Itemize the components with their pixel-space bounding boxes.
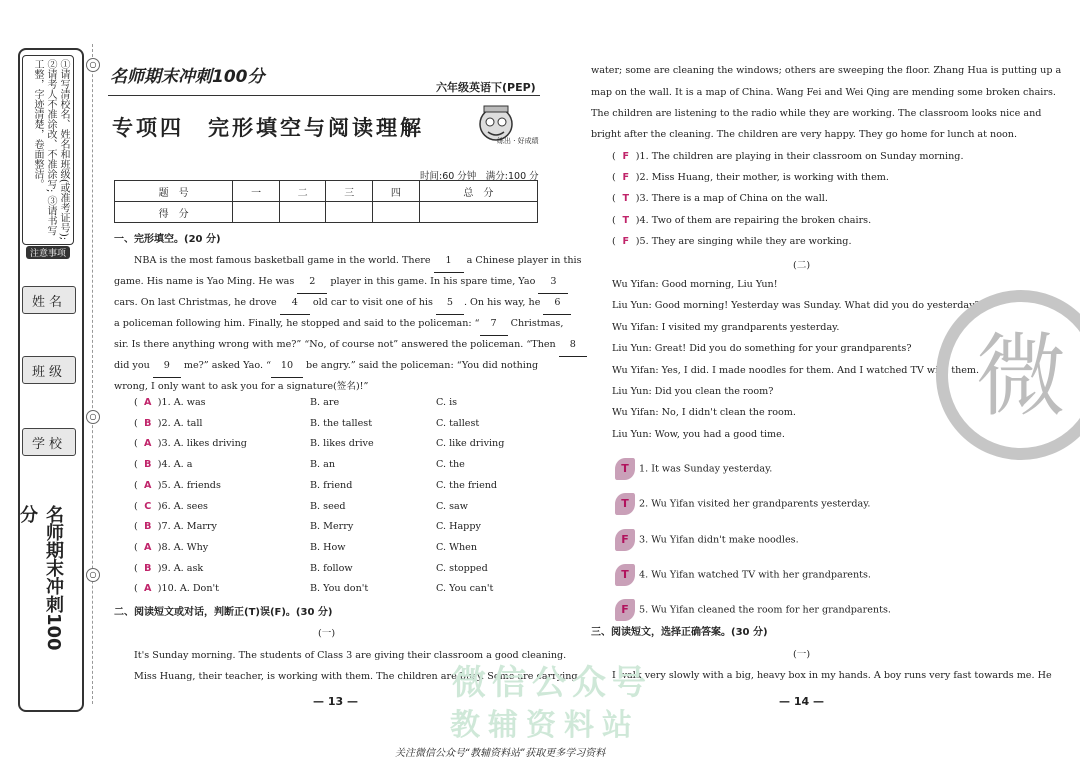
- answer-mark: A: [144, 541, 152, 553]
- option-a[interactable]: A. Don't: [179, 583, 219, 595]
- option-b[interactable]: B. Merry: [310, 521, 354, 533]
- score-table-header: 三: [326, 181, 373, 202]
- brand-logo: 名师期末冲刺100分: [110, 67, 265, 87]
- leaf-answer-icon: T: [615, 493, 635, 515]
- leaf-answer-icon: T: [615, 458, 635, 480]
- cut-line: [92, 44, 93, 704]
- statement-text: 4. Wu Yifan watched TV with her grandparents.: [639, 569, 871, 581]
- answer-mark: B: [144, 521, 152, 533]
- binding-brand: 名师期末冲刺100分: [17, 505, 64, 651]
- option-a[interactable]: A. friends: [173, 479, 221, 491]
- question-number: 7: [161, 521, 168, 533]
- robot-caption: 练出 · 好成绩: [497, 137, 539, 145]
- passage-line: I walk very slowly with a big, heavy box in my hands. A boy runs very fast towards me. He: [612, 670, 1052, 681]
- answer-mark: C: [144, 500, 152, 512]
- question-row: ( A )10. A. Don't B. You don't C. You can't: [134, 583, 494, 595]
- score-cell[interactable]: [373, 202, 420, 223]
- question-number: 3: [161, 438, 168, 450]
- statement-text: 2. Wu Yifan visited her grandparents yesterday.: [639, 498, 871, 510]
- question-number: 8: [161, 541, 168, 553]
- section-2-part-1-title: (一): [318, 628, 336, 639]
- score-cell[interactable]: [326, 202, 373, 223]
- cloze-line: wrong, I only want to ask you for a signature(签名)!”: [114, 381, 369, 392]
- section-1-title: 一、完形填空。(20 分): [114, 234, 221, 245]
- option-b[interactable]: B. seed: [310, 500, 346, 512]
- statement-row: [615, 529, 799, 551]
- judgement-row: ( F )1. The children are playing in their classroom on Sunday morning.: [612, 151, 964, 162]
- question-row: ( A )1. A. was B. are C. is: [134, 397, 458, 408]
- option-a[interactable]: A. a: [173, 459, 193, 471]
- option-c[interactable]: C. the: [436, 459, 465, 471]
- dialogue-line: Wu Yifan: Yes, I did. I made noodles for them. And I watched TV with them.: [612, 364, 980, 376]
- question-number: 2: [161, 417, 168, 429]
- answer-mark: A: [144, 479, 152, 491]
- cloze-line: sir. Is there anything wrong with me?” “No, of course not” answered the policeman. “Then 8: [114, 335, 587, 357]
- judgement-row: ( T )4. Two of them are repairing the broken chairs.: [612, 214, 872, 226]
- passage-line: Miss Huang, their teacher, is working with them. The children are busy. Some are carrying: [134, 671, 578, 682]
- answer-mark: A: [144, 397, 152, 408]
- answer-mark: F: [622, 151, 630, 162]
- statement-row: [615, 599, 891, 621]
- option-c[interactable]: C. When: [436, 541, 477, 553]
- question-row: ( A )3. A. likes driving B. likes drive C. like driving: [134, 438, 505, 450]
- question-number: 9: [161, 562, 168, 574]
- option-a[interactable]: A. Why: [173, 541, 209, 553]
- binding-notice: ①请写清校名、姓名和班级(或准考证号); ②请考人不准涂改、不准涂写; ③请书写工整，字迹清楚，卷面整洁。: [22, 55, 74, 245]
- answer-mark: A: [144, 583, 152, 595]
- answer-mark: F: [622, 172, 630, 184]
- option-c[interactable]: C. tallest: [436, 417, 480, 429]
- passage-line: It's Sunday morning. The students of Class 3 are giving their classroom a good cleaning.: [134, 650, 567, 661]
- option-b[interactable]: B. an: [310, 459, 336, 471]
- option-b[interactable]: B. are: [310, 397, 340, 408]
- score-cell[interactable]: [419, 202, 537, 223]
- dialogue-line: Wu Yifan: I visited my grandparents yesterday.: [612, 321, 840, 333]
- school-field-label: 学校: [22, 428, 76, 456]
- judgement-row: ( F )5. They are singing while they are working.: [612, 235, 852, 247]
- question-row: ( B )9. A. ask B. follow C. stopped: [134, 562, 488, 574]
- notice-tag: 注意事项: [26, 246, 70, 259]
- answer-mark: B: [144, 562, 152, 574]
- option-c[interactable]: C. saw: [436, 500, 468, 512]
- option-c[interactable]: C. stopped: [436, 562, 488, 574]
- question-row: ( B )2. A. tall B. the tallest C. tallest: [134, 417, 480, 429]
- section-3-part-1-title: (一): [793, 649, 811, 660]
- page-number-left: — 13 —: [313, 695, 358, 708]
- cloze-line: cars. On last Christmas, he drove 4 old car to visit one of his 5 . On his way, he 6: [114, 293, 571, 315]
- score-table-header: 题 号: [115, 181, 233, 202]
- dialogue-line: Liu Yun: Did you clean the room?: [612, 386, 774, 397]
- question-row: ( A )5. A. friends B. friend C. the friend: [134, 479, 498, 491]
- question-row: ( B )7. A. Marry B. Merry C. Happy: [134, 521, 481, 533]
- option-a[interactable]: A. likes driving: [173, 438, 247, 450]
- leaf-answer-icon: F: [615, 599, 635, 621]
- cut-mark: ○: [86, 568, 100, 582]
- judgement-text: )2. Miss Huang, their mother, is working with them.: [635, 172, 889, 184]
- section-2-title: 二、阅读短文或对话，判断正(T)误(F)。(30 分): [114, 607, 333, 618]
- score-cell[interactable]: [279, 202, 326, 223]
- question-number: 5: [161, 479, 168, 491]
- option-c[interactable]: C. Happy: [436, 521, 481, 533]
- dialogue-line: Liu Yun: Great! Did you do something for your grandparents?: [612, 343, 912, 355]
- dialogue-line: Wu Yifan: Good morning, Liu Yun!: [612, 279, 778, 290]
- robot-mascot-icon: [470, 100, 532, 156]
- question-number: 6: [161, 500, 168, 512]
- answer-mark: T: [622, 193, 630, 205]
- leaf-answer-icon: F: [615, 529, 635, 551]
- table-row: [115, 202, 538, 223]
- option-c[interactable]: C. You can't: [436, 583, 494, 595]
- judgement-text: )3. There is a map of China on the wall.: [635, 193, 828, 205]
- cloze-line: game. His name is Yao Ming. He was 2 player in this game. In his spare time, Yao 3: [114, 272, 568, 294]
- cloze-line: did you 9 me?” asked Yao. “ 10 be angry.” said the policeman: “You did nothing: [114, 356, 538, 378]
- section-2-part-2-title: (二): [793, 260, 811, 271]
- judgement-text: )1. The children are playing in their classroom on Sunday morning.: [635, 151, 964, 162]
- score-table-header: 四: [373, 181, 420, 202]
- option-a[interactable]: A. tall: [173, 417, 203, 429]
- answer-mark: F: [622, 235, 630, 247]
- score-table-header: 二: [279, 181, 326, 202]
- cut-mark: ○: [86, 410, 100, 424]
- page-number-right: — 14 —: [779, 695, 824, 708]
- option-c[interactable]: C. is: [436, 397, 458, 408]
- judgement-text: )4. Two of them are repairing the broken chairs.: [635, 214, 872, 226]
- name-field-label: 姓名: [22, 286, 76, 314]
- answer-mark: B: [144, 459, 152, 471]
- watermark-text: 教辅资料站: [450, 708, 640, 743]
- passage-line: map on the wall. It is a map of China. Wang Fei and Wei Qing are mending some broken chairs.: [591, 87, 1056, 98]
- time-score-line: 时间:60 分钟 满分:100 分: [420, 171, 539, 182]
- score-table: [114, 180, 538, 223]
- passage-line: bright after the cleaning. The children are very happy. They go home for lunch at noon.: [591, 129, 1018, 140]
- answer-mark: A: [144, 438, 152, 450]
- score-table-header: 总 分: [419, 181, 537, 202]
- dialogue-line: Wu Yifan: No, I didn't clean the room.: [612, 407, 796, 419]
- option-b[interactable]: B. How: [310, 541, 346, 553]
- grade-label: 六年级英语下(PEP): [436, 81, 536, 94]
- question-number: 4: [161, 459, 168, 471]
- option-c[interactable]: C. like driving: [436, 438, 505, 450]
- question-number: 10: [161, 583, 174, 595]
- passage-line: The children are listening to the radio while they are working. The classroom looks nice and: [591, 108, 1042, 119]
- cloze-line: NBA is the most famous basketball game in the world. There 1 a Chinese player in this: [134, 251, 582, 273]
- score-row-label: 得 分: [115, 202, 233, 223]
- footer-note: 关注微信公众号“教辅资料站”获取更多学习资料: [395, 748, 606, 759]
- table-row: [115, 181, 538, 202]
- leaf-answer-icon: T: [615, 564, 635, 586]
- cut-mark: ○: [86, 58, 100, 72]
- score-table-header: 一: [233, 181, 280, 202]
- header-rule: [108, 95, 540, 96]
- option-a[interactable]: A. sees: [173, 500, 208, 512]
- statement-row: [615, 458, 772, 480]
- option-b[interactable]: B. follow: [310, 562, 353, 574]
- statement-text: 1. It was Sunday yesterday.: [639, 463, 773, 475]
- dialogue-line: Liu Yun: Good morning! Yesterday was Sunday. What did you do yesterday?: [612, 300, 980, 312]
- option-c[interactable]: C. the friend: [436, 479, 498, 491]
- answer-mark: B: [144, 417, 152, 429]
- watermark-text: 微信公众号: [452, 663, 652, 703]
- statement-row: [615, 493, 870, 515]
- statement-row: [615, 564, 871, 586]
- option-b[interactable]: B. the tallest: [310, 417, 373, 429]
- judgement-row: ( F )2. Miss Huang, their mother, is working with them.: [612, 172, 889, 184]
- passage-line: water; some are cleaning the windows; others are sweeping the floor. Zhang Hua is putting up a: [591, 65, 1062, 76]
- class-field-label: 班级: [22, 356, 76, 384]
- judgement-text: )5. They are singing while they are working.: [635, 235, 852, 247]
- option-a[interactable]: A. was: [173, 397, 206, 408]
- statement-text: 3. Wu Yifan didn't make noodles.: [639, 534, 799, 546]
- cloze-line: a policeman following him. Finally, he stopped and said to the policeman: “ 7 Christmas,: [114, 314, 563, 336]
- option-b[interactable]: B. You don't: [310, 583, 369, 595]
- option-a[interactable]: A. ask: [173, 562, 204, 574]
- judgement-row: ( T )3. There is a map of China on the wall.: [612, 193, 828, 205]
- option-b[interactable]: B. friend: [310, 479, 353, 491]
- question-row: ( B )4. A. a B. an C. the: [134, 459, 465, 471]
- statement-text: 5. Wu Yifan cleaned the room for her grandparents.: [639, 604, 891, 616]
- dialogue-line: Liu Yun: Wow, you had a good time.: [612, 428, 785, 440]
- option-a[interactable]: A. Marry: [173, 521, 217, 533]
- section-3-title: 三、阅读短文，选择正确答案。(30 分): [591, 627, 768, 638]
- seal-watermark: 微: [936, 290, 1080, 460]
- question-number: 1: [161, 397, 168, 408]
- question-row: ( A )8. A. Why B. How C. When: [134, 541, 477, 553]
- question-row: ( C )6. A. sees B. seed C. saw: [134, 500, 468, 512]
- score-cell[interactable]: [233, 202, 280, 223]
- option-b[interactable]: B. likes drive: [310, 438, 374, 450]
- answer-mark: T: [622, 214, 630, 226]
- page-title: 专项四 完形填空与阅读理解: [112, 116, 424, 140]
